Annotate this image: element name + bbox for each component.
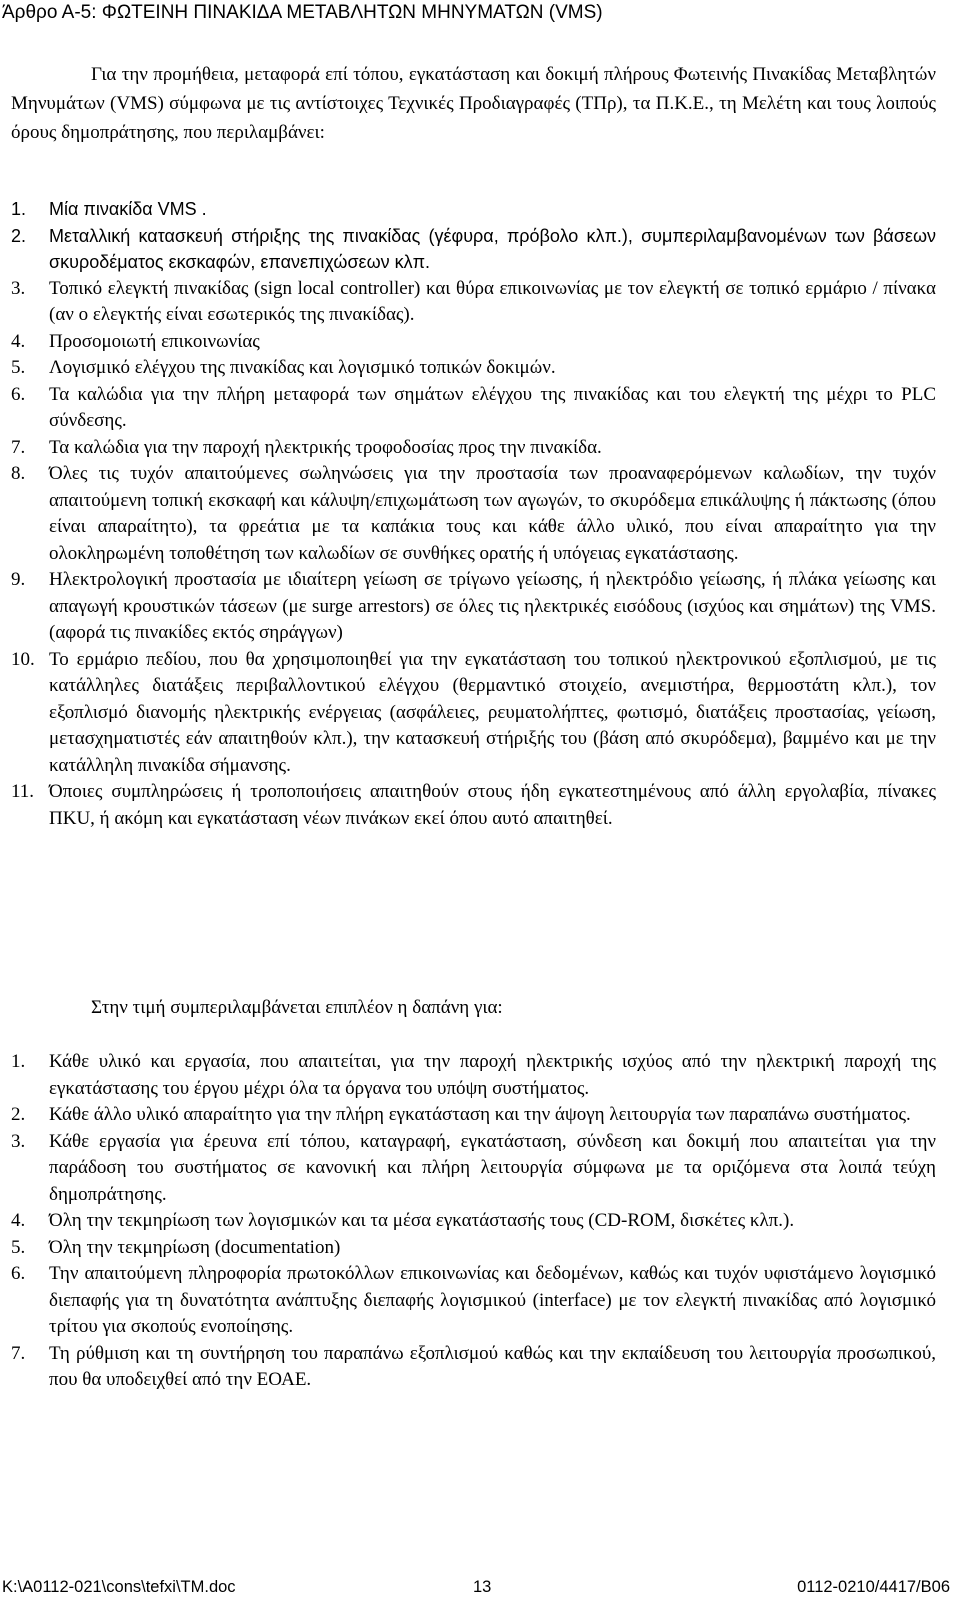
list-item (11, 567, 936, 647)
list-item-number: 1. (11, 199, 27, 219)
list-item (11, 223, 936, 276)
list-item (11, 1049, 936, 1102)
list-item (11, 1129, 936, 1209)
list-item-number: 7. (11, 1342, 26, 1364)
list-item-number: 6. (11, 383, 26, 405)
list-item-text: Όλη την τεκμηρίωση των λογισμικών και τα μέσα εγκατάστασής τους (CD-ROM, δισκέτες κλπ.). (49, 1210, 795, 1231)
list-item-number: 1. (11, 1051, 26, 1072)
list-item-number: 10. (11, 648, 35, 670)
included-items-list (11, 196, 936, 832)
footer-file-path: K:\A0112-021\cons\tefxi\TM.doc (2, 1578, 236, 1596)
page-footer (0, 1578, 960, 1606)
list-item-text: Λογισμικό ελέγχου της πινακίδας και λογισμικό τοπικών δοκιμών. (49, 357, 556, 378)
list-item-number: 5. (11, 357, 26, 378)
list-item-text: Όλες τις τυχόν απαιτούμενες σωληνώσεις για την προστασία των προαναφερόμενων καλωδίων, την τυχόν απαιτούμενη τοπική εκσκαφή και κάλυψη/επιχωμάτωση των αγωγών, το σκυρόδεμα επικάλυψης ή πάκτωσης (όπου είναι απαραίτητο), τα φρεάτια με τα καπάκια τους και κάθε άλλο υλικό, που είναι απαραίτητο για την ολοκληρωμένη τοποθέτηση των καλωδίων σε συνθήκες ορατής ή υπόγειας εγκατάστασης. (49, 463, 936, 564)
list-item (11, 1341, 936, 1394)
list-item (11, 276, 936, 329)
list-item-text: Τη ρύθμιση και τη συντήρηση του παραπάνω εξοπλισμού καθώς και την εκπαίδευση του λειτουργία προσωπικού, που θα υποδειχθεί από την ΕΟΑΕ. (49, 1342, 936, 1390)
list-item (11, 647, 936, 780)
list-item (11, 196, 936, 223)
list-item-text: Την απαιτούμενη πληροφορία πρωτοκόλλων επικοινωνίας και δεδομένων, καθώς και τυχόν υφιστάμενο λογισμικό διεπαφής για τη δυνατότητα ανάπτυξης διεπαφής λογισμικού (interface) με τον ελεγκτή πινακίδας από λογισμικό τρίτου για σκοπούς ενοποίησης. (49, 1263, 936, 1337)
list-item-text: Όλη την τεκμηρίωση (documentation) (49, 1236, 341, 1258)
list-item-number: 4. (11, 1210, 26, 1231)
list-item (11, 461, 936, 567)
list-item (11, 1208, 936, 1235)
list-item-number: 9. (11, 569, 26, 590)
list-item-text: Κάθε εργασία για έρευνα επί τόπου, καταγραφή, εγκατάσταση, σύνδεση και δοκιμή που απαιτείται για την παράδοση του συστήματος σε κανονική και πλήρη λειτουργία σύμφωνα με τα οριζόμενα στα λοιπά τεύχη δημοπράτησης. (49, 1130, 936, 1205)
intro-paragraph: Για την προμήθεια, μεταφορά επί τόπου, εγκατάσταση και δοκιμή πλήρους Φωτεινής Πινακίδας Μεταβλητών Μηνυμάτων (VMS) σύμφωνα με τις αντίστοιχες Τεχνικές Προδιαγραφές (ΤΠρ), τα Π.Κ.Ε., τη Μελέτη και τους λοιπούς όρους δημοπράτησης, που περιλαμβάνει: (11, 64, 936, 143)
list-item-number: 3. (11, 277, 26, 299)
additional-cost-list (11, 1049, 936, 1394)
list-item (11, 1261, 936, 1341)
list-item (11, 1235, 936, 1262)
list-item-number: 7. (11, 436, 26, 458)
list-item-number: 8. (11, 463, 26, 484)
footer-document-code: 0112-0210/4417/B06 (797, 1578, 950, 1596)
list-item-number: 4. (11, 330, 26, 352)
article-title: Άρθρο Α-5: ΦΩΤΕΙΝΗ ΠΙΝΑΚΙΔΑ ΜΕΤΑΒΛΗΤΩΝ ΜΗΝΥΜΑΤΩΝ (VMS) (2, 2, 603, 23)
list-item (11, 435, 936, 462)
list-item (11, 1102, 936, 1129)
list-item-number: 3. (11, 1130, 26, 1152)
list-item-text: Μία πινακίδα VMS . (49, 199, 207, 219)
footer-page-number: 13 (473, 1578, 492, 1596)
list-item-number: 5. (11, 1236, 26, 1258)
list-item (11, 779, 936, 832)
list-item-number: 2. (11, 1104, 26, 1125)
list-item (11, 329, 936, 356)
list-item (11, 382, 936, 435)
list-item-text: Όποιες συμπληρώσεις ή τροποποιήσεις απαιτηθούν στους ήδη εγκατεστημένους από άλλη εργολαβία, πίνακες ΠΚU, ή ακόμη και εγκατάσταση νέων πινάκων εκεί όπου αυτό απαιτηθεί. (49, 781, 936, 829)
additional-cost-note: Στην τιμή συμπεριλαμβάνεται επιπλέον η δαπάνη για: (91, 997, 503, 1018)
list-item-number: 11. (11, 781, 35, 802)
list-item-text: Ηλεκτρολογική προστασία με ιδιαίτερη γείωση σε τρίγωνο γείωσης, ή ηλεκτρόδιο γείωσης, ή πλάκα γείωσης και απαγωγή κρουστικών τάσεων (με surge arrestors) σε όλες τις ηλεκτρικές εισόδους (ισχύος και σημάτων) της VMS. (αφορά τις πινακίδες εκτός σηράγγων) (49, 569, 936, 643)
list-item-text: Τα καλώδια για την πλήρη μεταφορά των σημάτων ελέγχου της πινακίδας και του ελεγκτή της μέχρι το PLC σύνδεσης. (49, 383, 936, 431)
list-item-number: 2. (11, 225, 27, 246)
list-item-text: Τα καλώδια για την παροχή ηλεκτρικής τροφοδοσίας προς την πινακίδα. (49, 436, 602, 458)
list-item (11, 355, 936, 382)
list-item-text: Μεταλλική κατασκευή στήριξης της πινακίδας (γέφυρα, πρόβολο κλπ.), συμπεριλαμβανομένων των βάσεων σκυροδέματος εκσκαφών, επανεπιχώσεων κλπ. (49, 225, 936, 272)
list-item-text: Κάθε υλικό και εργασία, που απαιτείται, για την παροχή ηλεκτρικής ισχύος από την ηλεκτρική παροχή της εγκατάστασης του έργου μέχρι όλα τα όργανα του υπόψη συστήματος. (49, 1051, 936, 1099)
list-item-text: Το ερμάριο πεδίου, που θα χρησιμοποιηθεί για την εγκατάσταση του τοπικού ηλεκτρονικού εξοπλισμού, με τις κατάλληλες διατάξεις περιβαλλοντικού ελέγχου (θερμαντικό στοιχείο, ανεμιστήρα, θερμοστάτη κλπ.), τον εξοπλισμό διανομής ηλεκτρικής ενέργειας (ασφάλειες, ρευματολήπτες, φωτισμό, διατάξεις προστασίας, γείωση, μετασχηματιστές εάν απαιτηθούν κλπ.), την κατασκευή στήριξής του (βάση από σκυρόδεμα), βαμμένο και με την κατάλληλη πινακίδα σήμανσης. (49, 648, 936, 776)
list-item-text: Τοπικό ελεγκτή πινακίδας (sign local controller) και θύρα επικοινωνίας με τον ελεγκτή σε τοπικό ερμάριο / πίνακα (αν ο ελεγκτής είναι εσωτερικός της πινακίδας). (49, 277, 936, 325)
list-item-text: Προσομοιωτή επικοινωνίας (49, 330, 260, 352)
list-item-text: Κάθε άλλο υλικό απαραίτητο για την πλήρη εγκατάσταση και την άψογη λειτουργία των παραπάνω συστήματος. (49, 1104, 911, 1125)
list-item-number: 6. (11, 1263, 26, 1284)
